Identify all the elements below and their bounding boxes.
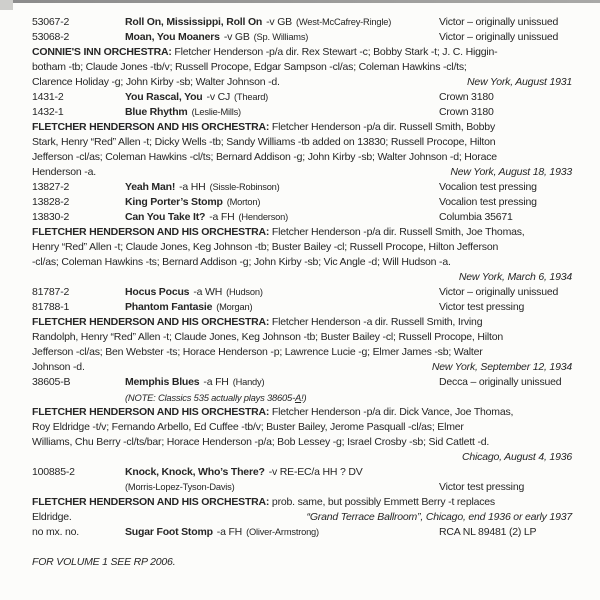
label-issue: Vocalion test pressing: [439, 181, 537, 193]
session-band-name: FLETCHER HENDERSON AND HIS ORCHESTRA:: [32, 496, 270, 508]
session-personnel: Henderson -a.: [32, 166, 96, 178]
performance-credit: -v RE-EC/a HH ? DV: [268, 466, 363, 478]
session-date: New York, August 1931: [467, 76, 572, 88]
session-date: Chicago, August 4, 1936: [461, 451, 572, 463]
track-row: [32, 105, 572, 120]
matrix-number: 38605-B: [32, 376, 71, 388]
track-row: [32, 195, 572, 210]
session-line: [32, 345, 572, 360]
session-text: [32, 120, 495, 135]
session-personnel: botham -tb; Claude Jones -tb/v; Russell Procope, Edgar Sampson -cl/as; Coleman Hawkins -cl/ts;: [32, 61, 467, 73]
track-title: Sugar Foot Stomp: [125, 526, 213, 538]
session-line: [32, 315, 572, 330]
track-title: Roll On, Mississippi, Roll On: [125, 16, 263, 28]
footer-note: FOR VOLUME 1 SEE RP 2006.: [32, 556, 176, 568]
session-line: [32, 420, 572, 435]
note-underlined-take: A: [295, 392, 302, 403]
discography-page: [32, 15, 572, 570]
note-text: [125, 390, 439, 405]
session-personnel: Randolph, Henry “Red” Allen -t; Claude Jones, Keg Johnson -tb; Buster Bailey -cl; Russell Procope, Hilton: [32, 331, 503, 343]
track-title: Moan, You Moaners: [125, 31, 220, 43]
matrix-number: 53068-2: [32, 31, 70, 43]
performance-credit: -a FH: [203, 376, 229, 388]
track-row: [32, 30, 572, 45]
session-personnel: Eldridge.: [32, 511, 72, 523]
session-personnel: prob. same, but possibly Emmett Berry -t replaces: [269, 496, 495, 508]
track-detail: [125, 105, 439, 120]
performance-credit: -a FH: [209, 211, 235, 223]
session-line: [32, 435, 572, 450]
track-detail: [125, 30, 439, 45]
session-line: [32, 360, 572, 375]
matrix-number: 1432-1: [32, 106, 64, 118]
session-date: “Grand Terrace Ballroom”, Chicago, end 1936 or early 1937: [306, 511, 572, 523]
matrix-number: 81787-2: [32, 286, 70, 298]
session-line: [32, 510, 572, 525]
track-title: Hocus Pocus: [125, 286, 190, 298]
session-line: [32, 495, 572, 510]
track-row: [32, 15, 572, 30]
composer-credit: (West-McCafrey-Ringle): [295, 17, 392, 27]
session-line: [32, 255, 572, 270]
composer-credit: (Sissle-Robinson): [209, 182, 280, 192]
track-title: Blue Rhythm: [125, 106, 188, 118]
session-personnel: Jefferson -cl/as; Ben Webster -ts; Horace Henderson -p; Lawrence Lucie -g; Elmer James -sb; Walter: [32, 346, 483, 358]
session-personnel: Fletcher Henderson -p/a dir. Russell Smith, Joe Thomas,: [269, 226, 525, 238]
track-title: You Rascal, You: [125, 91, 203, 103]
performance-credit: -a FH: [216, 526, 243, 538]
matrix-number: 53067-2: [32, 16, 70, 28]
session-personnel: Fletcher Henderson -p/a dir. Dick Vance, Joe Thomas,: [269, 406, 514, 418]
session-text: [32, 495, 495, 510]
track-title: King Porter’s Stomp: [125, 196, 223, 208]
composer-credit: (Theard): [234, 92, 269, 102]
session-line: [32, 270, 572, 285]
matrix-number: no mx. no.: [32, 526, 80, 538]
session-band-name: FLETCHER HENDERSON AND HIS ORCHESTRA:: [32, 121, 270, 133]
label-issue: Victor – originally unissued: [439, 31, 559, 43]
note-post: !): [301, 392, 307, 403]
label-issue: Victor – originally unissued: [439, 286, 559, 298]
label-issue: Decca – originally unissued: [439, 376, 562, 388]
performance-credit: -v GB: [223, 31, 250, 43]
session-personnel: Johnson -d.: [32, 361, 85, 373]
session-line: [32, 45, 572, 60]
composer-credit: (Morgan): [216, 302, 253, 312]
session-personnel: Fletcher Henderson -p/a dir. Rex Stewart -c; Bobby Stark -t; J. C. Higgin-: [171, 46, 498, 58]
track-row: [32, 210, 572, 225]
track-detail: [125, 375, 439, 390]
track-detail: [125, 210, 439, 225]
session-line: [32, 405, 572, 420]
scan-edge-corner: [0, 0, 13, 10]
label-issue: Victor test pressing: [439, 301, 525, 313]
composer-credit: (Leslie-Mills): [191, 107, 241, 117]
composer-credit: (Handy): [232, 377, 265, 387]
track-row: [32, 300, 572, 315]
label-issue: Crown 3180: [439, 91, 494, 103]
track-row: [32, 180, 572, 195]
track-title: Can You Take It?: [125, 211, 206, 223]
track-detail: [125, 15, 439, 30]
performance-credit: -a WH: [193, 286, 223, 298]
session-text: [32, 315, 482, 330]
session-line: [32, 240, 572, 255]
session-personnel: Stark, Henry “Red” Allen -t; Dicky Wells -tb; Sandy Williams -tb added on 13830; Russell Procope, Hilton: [32, 136, 496, 148]
track-row: [32, 285, 572, 300]
note-row: [32, 390, 572, 405]
composer-credit: (Hudson): [226, 287, 263, 297]
session-band-name: FLETCHER HENDERSON AND HIS ORCHESTRA:: [32, 406, 270, 418]
session-band-name: CONNIE'S INN ORCHESTRA:: [32, 46, 172, 58]
session-line: [32, 450, 572, 465]
session-date: New York, September 12, 1934: [431, 361, 572, 373]
track-detail: [125, 285, 439, 300]
matrix-number: 13827-2: [32, 181, 70, 193]
track-row: [32, 90, 572, 105]
session-personnel: Clarence Holiday -g; John Kirby -sb; Walter Johnson -d.: [32, 76, 280, 88]
note-pre: (NOTE: Classics 535 actually plays 38605-: [125, 392, 295, 403]
track-title: Phantom Fantasie: [125, 301, 213, 313]
matrix-number: 100885-2: [32, 466, 75, 478]
track-detail: [125, 525, 439, 540]
session-personnel: Roy Eldridge -t/v; Fernando Arbello, Ed Cuffee -tb/v; Buster Bailey, Jerome Pasquall -cl/as; Elmer: [32, 421, 464, 433]
track-detail: [125, 195, 439, 210]
track-detail: [125, 90, 439, 105]
session-band-name: FLETCHER HENDERSON AND HIS ORCHESTRA:: [32, 316, 270, 328]
track-title: Memphis Blues: [125, 376, 200, 388]
track-title: Yeah Man!: [125, 181, 176, 193]
session-personnel: Fletcher Henderson -a dir. Russell Smith, Irving: [269, 316, 483, 328]
track-row-continued: [32, 480, 572, 495]
session-personnel: Jefferson -cl/as; Coleman Hawkins -cl/ts; Bernard Addison -g; John Kirby -sb; Walter Johnson -d; Horace: [32, 151, 497, 163]
composer-credit: (Morton): [226, 197, 261, 207]
session-text: [32, 225, 525, 240]
session-text: [32, 405, 513, 420]
label-issue: RCA NL 89481 (2) LP: [439, 526, 537, 538]
session-band-name: FLETCHER HENDERSON AND HIS ORCHESTRA:: [32, 226, 270, 238]
matrix-number: 1431-2: [32, 91, 64, 103]
track-detail: [125, 180, 439, 195]
session-date: New York, August 18, 1933: [450, 166, 572, 178]
track-detail: [125, 300, 439, 315]
performance-credit: -v CJ: [206, 91, 231, 103]
session-line: [32, 60, 572, 75]
session-personnel: -cl/as; Coleman Hawkins -ts; Bernard Addison -g; John Kirby -sb; Vic Angle -d; Will Hudson -a.: [32, 256, 451, 268]
session-line: [32, 135, 572, 150]
session-personnel: Fletcher Henderson -p/a dir. Russell Smith, Bobby: [269, 121, 495, 133]
scan-edge-top: [7, 0, 600, 3]
session-line: [32, 75, 572, 90]
composer-credit: (Henderson): [238, 212, 288, 222]
matrix-number: 13830-2: [32, 211, 70, 223]
label-issue: Crown 3180: [439, 106, 494, 118]
performance-credit: -v GB: [266, 16, 292, 28]
track-row: [32, 375, 572, 390]
track-detail: [125, 465, 439, 480]
session-line: [32, 330, 572, 345]
composer-credit: (Morris-Lopez-Tyson-Davis): [125, 482, 235, 492]
composer-credit: (Oliver-Armstrong): [246, 527, 319, 537]
track-row: [32, 525, 572, 540]
label-issue: Vocalion test pressing: [439, 196, 537, 208]
track-detail: [125, 480, 439, 495]
session-personnel: Henry “Red” Allen -t; Claude Jones, Keg Johnson -tb; Buster Bailey -cl; Russell Procope, Hilton Jefferson: [32, 241, 499, 253]
session-line: [32, 225, 572, 240]
session-line: [32, 150, 572, 165]
matrix-number: 81788-1: [32, 301, 70, 313]
performance-credit: -a HH: [179, 181, 206, 193]
label-issue: Columbia 35671: [439, 211, 513, 223]
session-text: [32, 45, 497, 60]
session-line: [32, 165, 572, 180]
label-issue: Victor – originally unissued: [439, 16, 559, 28]
session-date: New York, March 6, 1934: [458, 271, 572, 283]
track-title: Knock, Knock, Who’s There?: [125, 466, 265, 478]
session-personnel: Williams, Chu Berry -cl/ts/bar; Horace Henderson -p/a; Bob Lessey -g; Israel Crosby -sb; Sid Catlett -d.: [32, 436, 490, 448]
label-issue: Victor test pressing: [439, 481, 525, 493]
track-row: [32, 465, 572, 480]
session-line: [32, 120, 572, 135]
matrix-number: 13828-2: [32, 196, 70, 208]
composer-credit: (Sp. Williams): [253, 32, 309, 42]
